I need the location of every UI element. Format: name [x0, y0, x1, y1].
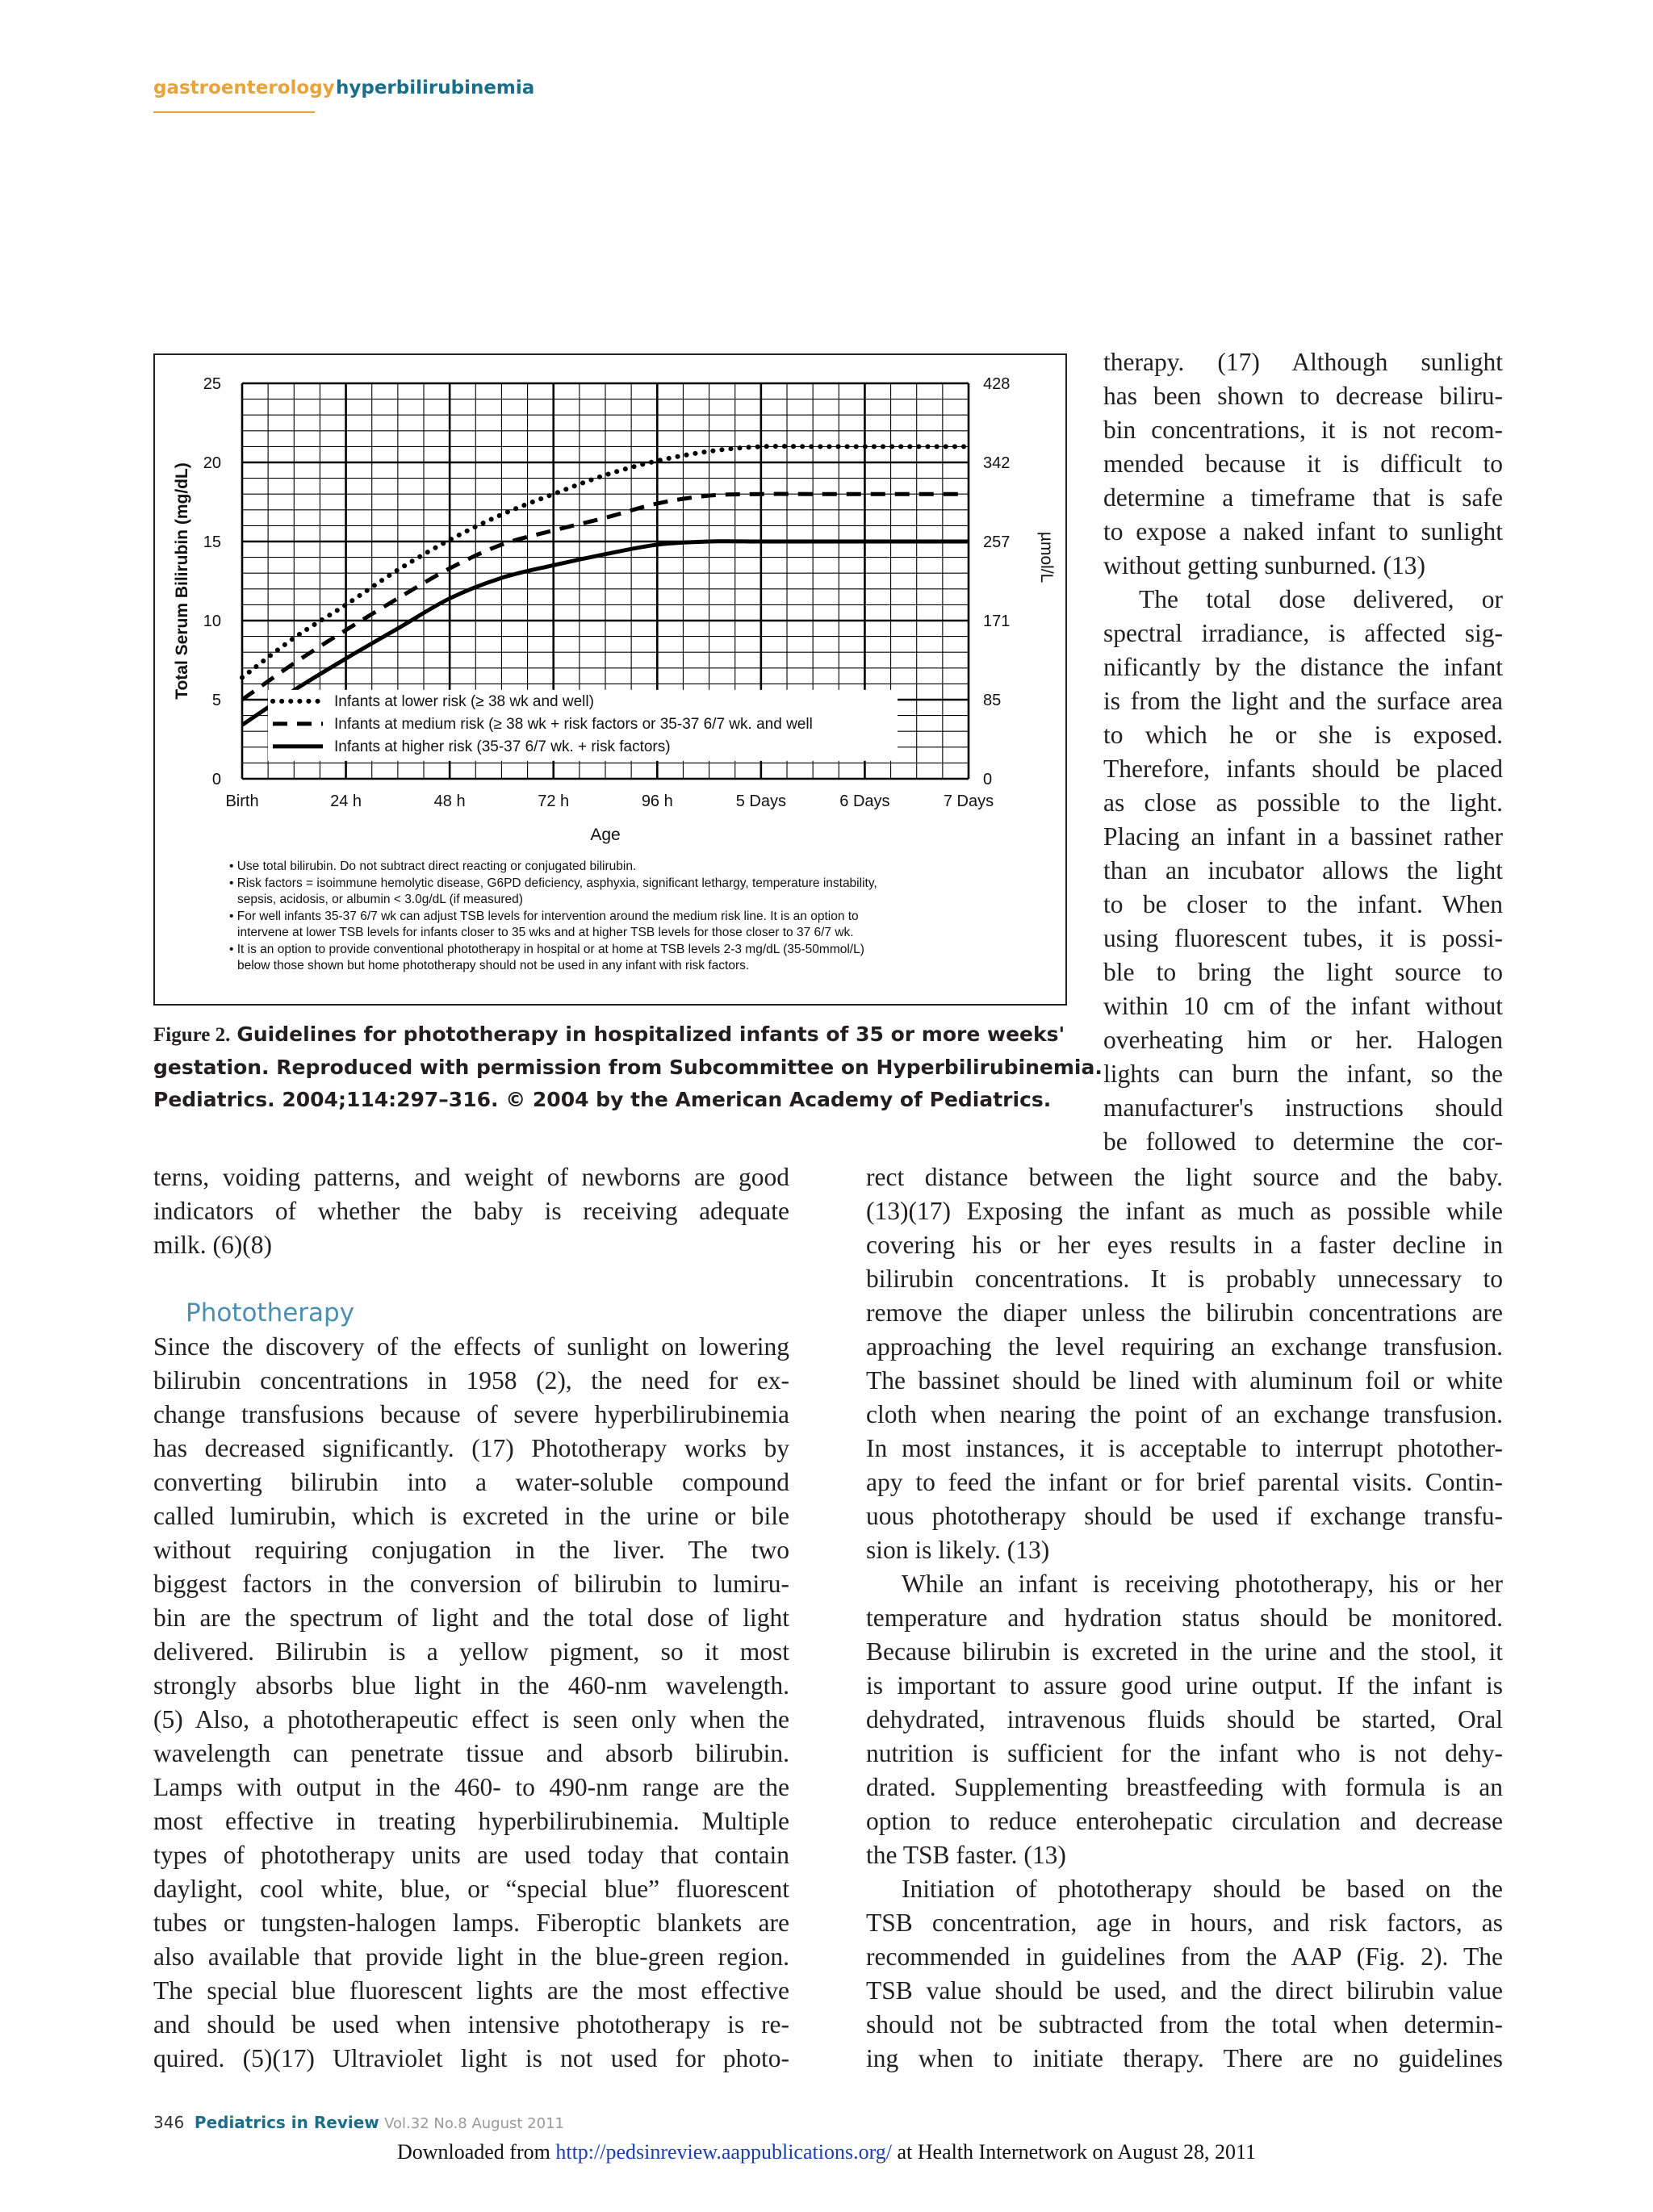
text-line: (13)(17) Exposing the infant as much as possible while: [866, 1197, 1503, 1225]
x-tick-label: 48 h: [433, 792, 466, 810]
y-tick-label-right: 85: [983, 692, 1002, 709]
y-tick-label-right: 257: [983, 533, 1011, 551]
phototherapy-chart: [155, 355, 1065, 855]
text-line: Because bilirubin is excreted in the urine and the stool, it: [866, 1637, 1503, 1666]
text-line: manufacturer's instructions should: [1103, 1093, 1503, 1122]
text-line: remove the diaper unless the bilirubin concentrations are: [866, 1298, 1503, 1327]
text-line: to which he or she is exposed.: [1103, 721, 1503, 749]
text-line: is important to assure good urine output. If the infant is: [866, 1671, 1503, 1700]
text-line: within 10 cm of the infant without: [1103, 992, 1503, 1020]
y-tick-label: 20: [203, 454, 221, 472]
text-line: wavelength can penetrate tissue and absorb bilirubin.: [153, 1739, 789, 1767]
caption-line: Pediatrics. 2004;114:297–316. © 2004 by the American Academy of Pediatrics.: [153, 1088, 1052, 1111]
text-line: nutrition is sufficient for the infant who is not dehy-: [866, 1739, 1503, 1767]
y-tick-label-right: 342: [983, 454, 1011, 472]
figure-note: • Risk factors = isoimmune hemolytic disease, G6PD deficiency, asphyxia, significant lethargy, temperature instability,: [229, 876, 877, 890]
text-line: uous phototherapy should be used if exchange transfu-: [866, 1502, 1503, 1530]
text-line: cloth when nearing the point of an exchange transfusion.: [866, 1400, 1503, 1428]
figure-note: intervene at lower TSB levels for infants closer to 35 wks and at higher TSB levels for those closer to 37 6/7 wk.: [237, 926, 854, 939]
text-line: daylight, cool white, blue, or “special blue” fluorescent: [153, 1875, 789, 1903]
x-tick-label: 72 h: [538, 792, 570, 810]
text-line: option to reduce enterohepatic circulation and decrease: [866, 1807, 1503, 1835]
text-line: overheating him or her. Halogen: [1103, 1026, 1503, 1054]
x-tick-label: 5 Days: [735, 792, 786, 810]
figure-note: sepsis, acidosis, or albumin < 3.0g/dL (if measured): [237, 893, 523, 906]
text-line: strongly absorbs blue light in the 460-nm wavelength.: [153, 1671, 789, 1700]
text-line: spectral irradiance, is affected sig-: [1103, 619, 1503, 647]
text-line: is from the light and the surface area: [1103, 687, 1503, 715]
figure-note: • It is an option to provide conventional phototherapy in hospital or at home at TSB levels 2-3 mg/dL (35-50mmol/L): [229, 942, 864, 956]
text-line: In most instances, it is acceptable to interrupt photother-: [866, 1434, 1503, 1462]
text-line: without requiring conjugation in the liver. The two: [153, 1536, 789, 1564]
text-line: also available that provide light in the blue-green region.: [153, 1942, 789, 1971]
x-axis-label: Age: [590, 826, 621, 844]
text-line: therapy. (17) Although sunlight: [1103, 348, 1503, 376]
figure-note: • For well infants 35-37 6/7 wk can adjust TSB levels for intervention around the medium risk line. It is an option to: [229, 909, 859, 923]
y-tick-label: 15: [203, 533, 221, 551]
figure-2: [153, 353, 1067, 1006]
text-line: While an infant is receiving phototherapy, his or her: [902, 1570, 1503, 1598]
figure-note: • Use total bilirubin. Do not subtract direct reacting or conjugated bilirubin.: [229, 859, 637, 873]
text-line: the TSB faster. (13): [866, 1841, 1066, 1869]
text-line: nificantly by the distance the infant: [1103, 653, 1503, 681]
text-line: The bassinet should be lined with aluminum foil or white: [866, 1366, 1503, 1395]
text-line: has decreased significantly. (17) Phototherapy works by: [153, 1434, 789, 1462]
text-line: most effective in treating hyperbilirubinemia. Multiple: [153, 1807, 789, 1835]
text-line: Therefore, infants should be placed: [1103, 755, 1503, 783]
text-line: lights can burn the infant, so the: [1103, 1060, 1503, 1088]
header-section: gastroenterology: [153, 77, 335, 98]
text-line: milk. (6)(8): [153, 1231, 272, 1259]
body-column-right-top: [1103, 345, 1503, 1159]
page-footer: [153, 2113, 564, 2132]
text-line: bin concentrations, it is not recom-: [1103, 416, 1503, 444]
text-line: called lumirubin, which is excreted in the urine or bile: [153, 1502, 789, 1530]
text-line: approaching the level requiring an exchange transfusion.: [866, 1332, 1503, 1361]
text-line: Placing an infant in a bassinet rather: [1103, 822, 1503, 851]
journal-volume: Vol.32 No.8 August 2011: [384, 2115, 564, 2132]
figure-caption: [153, 1018, 1103, 1116]
y-tick-label: 5: [211, 692, 221, 709]
figure-notes: [229, 859, 1052, 975]
text-line: biggest factors in the conversion of bilirubin to lumiru-: [153, 1570, 789, 1598]
y-tick-label: 0: [211, 771, 221, 788]
text-line: ing when to initiate therapy. There are no guidelines: [866, 2044, 1503, 2072]
x-tick-label: 96 h: [641, 792, 673, 810]
x-tick-label: 6 Days: [839, 792, 890, 810]
caption-line: Guidelines for phototherapy in hospitalized infants of 35 or more weeks': [236, 1022, 1065, 1046]
y-tick-label: 25: [203, 375, 221, 393]
text-line: using fluorescent tubes, it is possi-: [1103, 924, 1503, 952]
text-line: sion is likely. (13): [866, 1536, 1050, 1564]
text-line: covering his or her eyes results in a faster decline in: [866, 1231, 1503, 1259]
text-line: tubes or tungsten-halogen lamps. Fiberoptic blankets are: [153, 1909, 789, 1937]
page-number: 346: [153, 2113, 185, 2132]
text-line: mended because it is difficult to: [1103, 450, 1503, 478]
text-line: and should be used when intensive phototherapy is re-: [153, 2010, 789, 2038]
section-heading: Phototherapy: [186, 1298, 355, 1328]
text-line: temperature and hydration status should be monitored.: [866, 1604, 1503, 1632]
text-line: bilirubin concentrations. It is probably unnecessary to: [866, 1265, 1503, 1293]
figure-label: Figure 2.: [153, 1024, 231, 1046]
y-tick-label-right: 428: [983, 375, 1011, 393]
text-line: terns, voiding patterns, and weight of newborns are good: [153, 1163, 789, 1191]
x-tick-label: 7 Days: [943, 792, 994, 810]
y-axis-label: Total Serum Bilirubin (mg/dL): [173, 462, 191, 700]
text-line: should not be subtracted from the total when determin-: [866, 2010, 1503, 2038]
text-line: bilirubin concentrations in 1958 (2), the need for ex-: [153, 1366, 789, 1395]
text-line: TSB value should be used, and the direct bilirubin value: [866, 1976, 1503, 2005]
header-topic: hyperbilirubinemia: [336, 77, 535, 98]
text-line: quired. (5)(17) Ultraviolet light is not used for photo-: [153, 2044, 789, 2072]
y-tick-label-right: 0: [983, 771, 993, 788]
download-suffix: at Health Internetwork on August 28, 2011: [891, 2140, 1257, 2164]
legend-label: Infants at medium risk (≥ 38 wk + risk factors or 35-37 6/7 wk. and well: [334, 715, 813, 733]
text-line: drated. Supplementing breastfeeding with formula is an: [866, 1773, 1503, 1801]
y-axis-label-right: µmol/L: [1037, 531, 1056, 583]
text-line: TSB concentration, age in hours, and risk factors, as: [866, 1909, 1503, 1937]
download-notice: [0, 2140, 1653, 2164]
y-tick-label-right: 171: [983, 613, 1011, 630]
x-tick-label: Birth: [225, 792, 259, 810]
text-line: has been shown to decrease biliru-: [1103, 382, 1503, 410]
text-line: Lamps with output in the 460- to 490-nm range are the: [153, 1773, 789, 1801]
x-tick-label: 24 h: [330, 792, 362, 810]
legend-label: Infants at higher risk (35-37 6/7 wk. + risk factors): [334, 738, 671, 755]
text-line: Initiation of phototherapy should be based on the: [902, 1875, 1503, 1903]
text-line: to be closer to the infant. When: [1103, 890, 1503, 918]
download-prefix: Downloaded from: [396, 2140, 556, 2164]
text-line: dehydrated, intravenous fluids should be started, Oral: [866, 1705, 1503, 1733]
text-line: (5) Also, a phototherapeutic effect is seen only when the: [153, 1705, 789, 1733]
text-line: The special blue fluorescent lights are the most effective: [153, 1976, 789, 2005]
text-line: determine a timeframe that is safe: [1103, 483, 1503, 512]
figure-note: below those shown but home phototherapy should not be used in any infant with risk factors.: [237, 959, 750, 972]
text-line: ble to bring the light source to: [1103, 958, 1503, 986]
text-line: rect distance between the light source and the baby.: [866, 1163, 1503, 1191]
text-line: to expose a naked infant to sunlight: [1103, 517, 1503, 546]
caption-line: gestation. Reproduced with permission from Subcommittee on Hyperbilirubinemia.: [153, 1056, 1103, 1079]
download-link[interactable]: http://pedsinreview.aappublications.org/: [555, 2140, 892, 2164]
text-line: apy to feed the infant or for brief parental visits. Contin-: [866, 1468, 1503, 1496]
text-line: without getting sunburned. (13): [1103, 551, 1425, 579]
text-line: be followed to determine the cor-: [1103, 1127, 1503, 1156]
text-line: than an incubator allows the light: [1103, 856, 1503, 884]
header-rule: [153, 111, 315, 113]
text-line: indicators of whether the baby is receiving adequate: [153, 1197, 789, 1225]
y-tick-label: 10: [203, 613, 221, 630]
text-line: types of phototherapy units are used today that contain: [153, 1841, 789, 1869]
body-column-left: [153, 1160, 789, 2076]
body-column-right: [866, 1160, 1503, 2076]
text-line: bin are the spectrum of light and the total dose of light: [153, 1604, 789, 1632]
text-line: converting bilirubin into a water-soluble compound: [153, 1468, 789, 1496]
legend-label: Infants at lower risk (≥ 38 wk and well): [334, 692, 594, 710]
text-line: change transfusions because of severe hyperbilirubinemia: [153, 1400, 789, 1428]
text-line: Since the discovery of the effects of sunlight on lowering: [153, 1332, 789, 1361]
text-line: The total dose delivered, or: [1139, 585, 1503, 613]
text-line: recommended in guidelines from the AAP (Fig. 2). The: [866, 1942, 1503, 1971]
text-line: as close as possible to the light.: [1103, 788, 1503, 817]
text-line: delivered. Bilirubin is a yellow pigment, so it most: [153, 1637, 789, 1666]
journal-name: Pediatrics in Review: [194, 2113, 379, 2132]
